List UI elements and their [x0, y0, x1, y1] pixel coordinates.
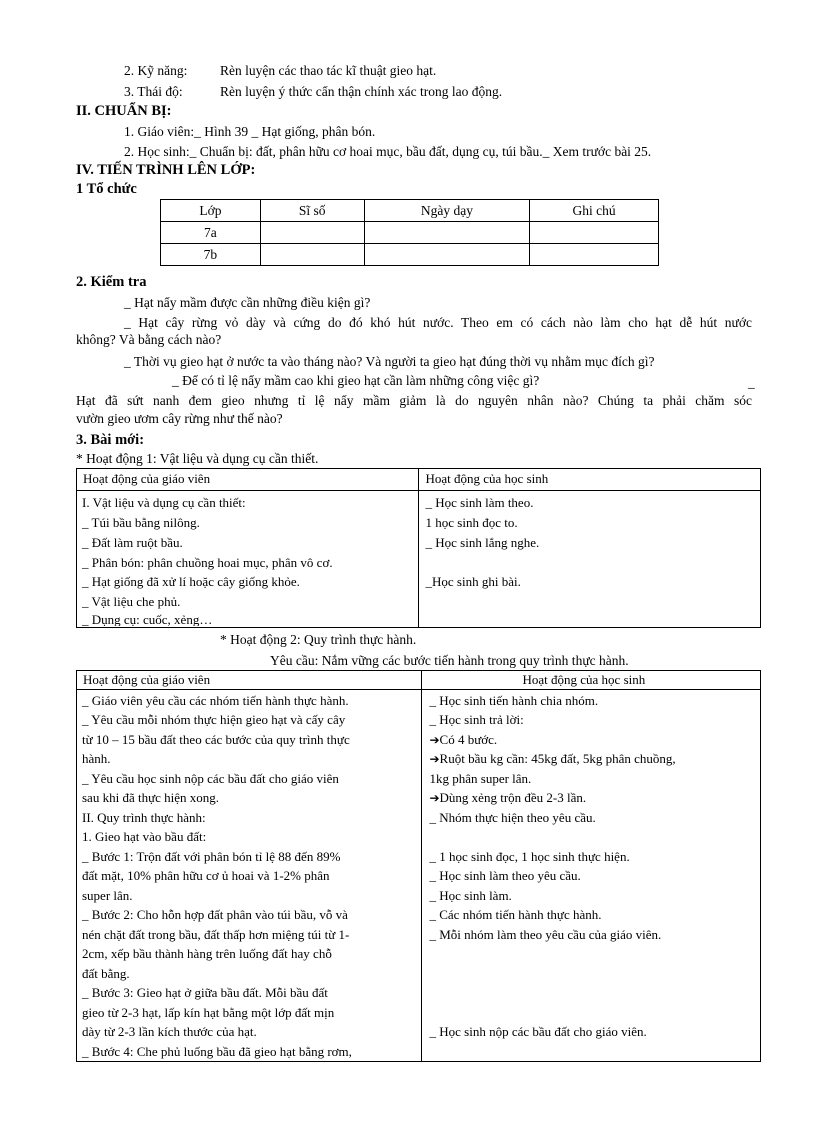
list-item: _ Vật liệu che phủ.	[82, 594, 181, 609]
list-item: _ Giáo viên yêu cầu các nhóm tiến hành thực hành.	[82, 693, 349, 708]
table-cell	[260, 222, 364, 244]
table-header-row	[161, 200, 659, 222]
table-cell: 7b	[161, 244, 261, 266]
list-item-text: _ Mỗi nhóm làm theo yêu cầu của giáo viên.	[429, 927, 662, 942]
activity-2-table	[76, 670, 761, 1062]
header-student: Hoạt động của học sinh	[425, 471, 549, 486]
check-question-1: _ Hạt nẩy mầm được cần những điều kiện gì?	[124, 295, 371, 310]
list-item	[429, 810, 595, 826]
list-item: super lân.	[82, 888, 133, 903]
prep-teacher: 1. Giáo viên:_ Hình 39 _ Hạt giống, phân bón.	[124, 124, 376, 139]
list-item-text: _ Các nhóm tiến hành thực hành.	[429, 907, 602, 922]
list-item: _ Bước 4: Che phủ luống bầu đã gieo hạt bằng rơm,	[82, 1044, 352, 1059]
list-item	[429, 849, 629, 865]
list-item	[429, 888, 511, 904]
table-header-cell: Sĩ số	[260, 200, 364, 222]
activity-2-title: * Hoạt động 2: Quy trình thực hành.	[220, 632, 417, 647]
list-item-text: 1kg phân super lân.	[429, 771, 532, 786]
check-title: 2. Kiểm tra	[76, 274, 147, 290]
objective-text: Rèn luyện ý thức cẩn thận chính xác trong lao động.	[220, 84, 503, 99]
objective-attitude	[124, 84, 503, 100]
table-header-cell	[422, 671, 761, 690]
table-cell: 7a	[161, 222, 261, 244]
list-item: đất bằng.	[82, 966, 130, 981]
list-item-text: Dùng xẻng trộn đều 2-3 lần.	[439, 790, 587, 805]
table-header-cell: Ngày dạy	[364, 200, 530, 222]
prep-student: 2. Học sinh:_ Chuẩn bị: đất, phân hữu cơ hoai mục, bầu đất, dụng cụ, túi bầu._ Xem trước bài 25.	[124, 144, 652, 159]
list-item: 2cm, xếp bầu thành hàng trên luống đất hay chỗ	[82, 946, 332, 961]
list-item	[429, 771, 531, 787]
table-header-row	[77, 469, 761, 491]
list-item: 1 học sinh đọc to.	[425, 515, 518, 530]
table-header-cell	[418, 469, 761, 491]
list-item: _ Phân bón: phân chuồng hoai mục, phân vô cơ.	[82, 555, 333, 570]
list-item: từ 10 – 15 bầu đất theo các bước của quy trình thực	[82, 732, 350, 747]
list-item-text: _ Nhóm thực hiện theo yêu cầu.	[429, 810, 596, 825]
list-item: đất mặt, 10% phân hữu cơ ủ hoai và 1-2% phân	[82, 868, 330, 883]
list-item: _ Túi bầu bằng nilông.	[82, 515, 200, 530]
table-cell	[364, 222, 530, 244]
class-organization-table	[160, 199, 659, 266]
table-cell	[77, 690, 422, 1062]
list-item: _ Học sinh lắng nghe.	[425, 535, 540, 550]
list-item-text: _ Học sinh làm.	[429, 888, 512, 903]
check-question-5-cont: vườn gieo ươm cây rừng như thế nào?	[76, 411, 283, 426]
list-item: _Học sinh ghi bài.	[425, 574, 521, 589]
list-item: _ Yêu cầu mỗi nhóm thực hiện gieo hạt và cấy cây	[82, 712, 346, 727]
org-title: 1 Tổ chức	[76, 181, 137, 197]
arrow-right-icon: ➔	[429, 752, 440, 766]
list-item: _ Bước 2: Cho hỗn hợp đất phân vào túi bầu, vỗ và	[82, 907, 348, 922]
table-header-cell: Lớp	[161, 200, 261, 222]
check-question-2: _ Hạt cây rừng vỏ dày và cứng do đó khó hút nước. Theo em có cách nào làm cho hạt dễ hút nước	[124, 315, 752, 330]
arrow-right-icon: ➔	[429, 791, 440, 805]
table-cell	[530, 244, 659, 266]
list-item	[429, 868, 580, 884]
table-cell	[77, 491, 419, 628]
table-header-cell	[77, 469, 419, 491]
table-row	[77, 491, 761, 628]
arrow-right-icon: ➔	[429, 733, 440, 747]
check-question-4: _ Để có tỉ lệ nẩy mầm cao khi gieo hạt cần làm những công việc gì?	[172, 373, 540, 388]
list-item: _ Học sinh làm theo.	[425, 495, 534, 510]
table-cell	[364, 244, 530, 266]
objective-label: 2. Kỹ năng:	[124, 63, 188, 78]
table-row	[161, 222, 659, 244]
section-title-preparation: II. CHUẨN BỊ:	[76, 103, 172, 119]
list-item	[429, 790, 586, 806]
activity-1-table	[76, 468, 761, 628]
table-header-row	[77, 671, 761, 690]
list-item-text: _ 1 học sinh đọc, 1 học sinh thực hiện.	[429, 849, 630, 864]
list-item: I. Vật liệu và dụng cụ cần thiết:	[82, 495, 246, 510]
table-header-cell: Ghi chú	[530, 200, 659, 222]
new-lesson-title: 3. Bài mới:	[76, 432, 145, 448]
objective-text: Rèn luyện các thao tác kĩ thuật gieo hạt.	[220, 63, 437, 78]
list-item-text: _ Học sinh làm theo yêu cầu.	[429, 868, 581, 883]
table-cell	[530, 222, 659, 244]
list-item: nén chặt đất trong bầu, đất thấp hơn miệng túi từ 1-	[82, 927, 350, 942]
list-item: 1. Gieo hạt vào bầu đất:	[82, 829, 207, 844]
list-item: II. Quy trình thực hành:	[82, 810, 206, 825]
list-item	[429, 712, 523, 728]
list-item	[429, 907, 601, 923]
list-item	[429, 1024, 646, 1040]
table-row	[77, 690, 761, 1062]
list-item-text: Có 4 bước.	[439, 732, 498, 747]
header-teacher: Hoạt động của giáo viên	[83, 471, 211, 486]
table-row	[161, 244, 659, 266]
list-item	[429, 751, 675, 767]
check-question-5: Hạt đã sứt nanh đem gieo nhưng tỉ lệ nẩy mầm giảm là do nguyên nhân nào? Chúng ta phải chăm sóc	[76, 393, 752, 408]
list-item	[429, 693, 598, 709]
table-cell	[422, 690, 761, 1062]
list-item: _ Dụng cụ: cuốc, xẻng…	[82, 612, 213, 626]
check-question-4-dash: _	[748, 375, 755, 390]
list-item-text: _ Học sinh tiến hành chia nhóm.	[429, 693, 599, 708]
list-item: hành.	[82, 751, 111, 766]
list-item: gieo từ 2-3 hạt, lấp kín hạt bằng một lớp đất mịn	[82, 1005, 335, 1020]
objective-label: 3. Thái độ:	[124, 84, 183, 99]
activity-1-title: * Hoạt động 1: Vật liệu và dụng cụ cần thiết.	[76, 451, 319, 466]
table-header-cell	[77, 671, 422, 690]
list-item: sau khi đã thực hiện xong.	[82, 790, 220, 805]
list-item: _ Bước 1: Trộn đất với phân bón tỉ lệ 88 đến 89%	[82, 849, 341, 864]
check-question-3: _ Thời vụ gieo hạt ở nước ta vào tháng nào? Và người ta gieo hạt đúng thời vụ nhằm mục đích gì?	[124, 354, 655, 369]
header-student: Hoạt động của học sinh	[522, 672, 646, 687]
list-item	[429, 927, 661, 943]
list-item: _ Yêu cầu học sinh nộp các bầu đất cho giáo viên	[82, 771, 339, 786]
objective-skill	[124, 63, 437, 79]
table-cell	[260, 244, 364, 266]
check-question-2-cont: không? Và bằng cách nào?	[76, 332, 222, 347]
list-item: _ Đất làm ruột bầu.	[82, 535, 183, 550]
list-item-text: _ Học sinh nộp các bầu đất cho giáo viên.	[429, 1024, 647, 1039]
list-item-text: _ Học sinh trả lời:	[429, 712, 524, 727]
header-teacher: Hoạt động của giáo viên	[83, 672, 211, 687]
section-title-procedure: IV. TIẾN TRÌNH LÊN LỚP:	[76, 162, 256, 178]
list-item: dày từ 2-3 lần kích thước của hạt.	[82, 1024, 257, 1039]
list-item-text: Ruột bầu kg cần: 45kg đất, 5kg phân chuồng,	[439, 751, 676, 766]
list-item	[429, 732, 497, 748]
table-cell	[418, 491, 761, 628]
list-item: _ Hạt giống đã xử lí hoặc cây giống khỏe.	[82, 574, 300, 589]
activity-2-requirement: Yêu cầu: Nắm vững các bước tiến hành trong quy trình thực hành.	[270, 653, 629, 668]
list-item: _ Bước 3: Gieo hạt ở giữa bầu đất. Mỗi bầu đất	[82, 985, 328, 1000]
